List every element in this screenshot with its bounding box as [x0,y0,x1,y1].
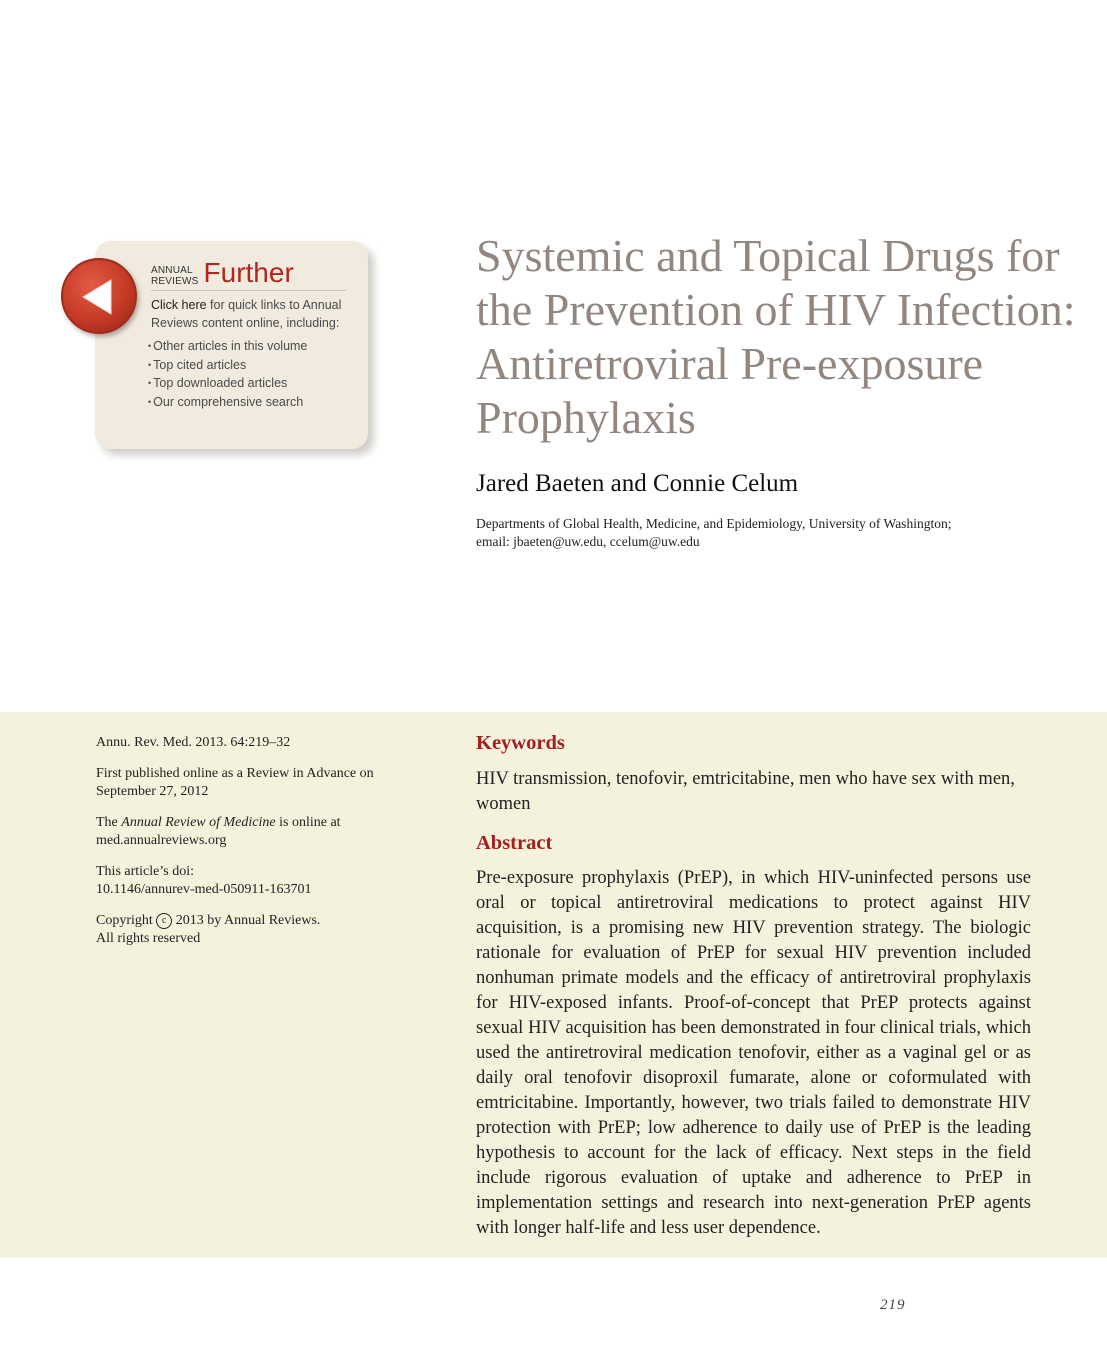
further-link-top-downloaded[interactable]: • Top downloaded articles [148,376,288,390]
further-header [151,259,346,291]
affiliation-line: Departments of Global Health, Medicine, and Epidemiology, University of Washington; [476,516,952,531]
keywords-text: HIV transmission, tenofovir, emtricitabine, men who have sex with men, women [476,769,1015,814]
abstract-heading: Abstract [476,832,553,854]
further-link-search[interactable]: • Our comprehensive search [148,394,304,409]
article-metadata [96,734,426,961]
further-link-other-articles[interactable]: • Other articles in this volume [148,339,308,353]
doi-block [96,863,426,900]
annual-reviews-logo [151,265,199,287]
author-emails: email: jbaeten@uw.edu, ccelum@uw.edu [476,534,700,549]
copyright: Copyright c 2013 by Annual Reviews. All rights reserved [96,912,321,946]
abstract-text: Pre-exposure prophylaxis (PrEP), in which HIV-uninfected persons use oral or topical antiretroviral medications to protect against HIV acquisition, is a promising new HIV prevention strategy. The biologic rationale for evaluation of PrEP for sexual HIV prevention included nonhuman primate models and the efficacy of antiretroviral prophylaxis for HIV-exposed infants. Proof-of-concept that PrEP protects against sexual HIV acquisition has been demonstrated in four clinical trials, which used the antiretroviral medication tenofovir, either as a vaginal gel or as daily oral tenofovir disoproxil fumarate, alone or coformulated with emtricitabine. Importantly, however, two trials failed to demonstrate HIV protection with PrEP; low adherence to daily use of PrEP is the leading hypothesis to account for the lack of efficacy. Next steps in the field include rigorous evaluation of uptake and adherence to PrEP in implementation settings and research into next-generation PrEP agents with longer half-life and less user dependence. [476,868,1031,1238]
further-title: Further [203,257,294,288]
logo-reviews: REVIEWS [151,276,199,287]
logo-annual: ANNUAL [151,265,193,276]
further-content [148,257,346,412]
doi-label: This article’s doi: [96,863,194,879]
further-intro-text: for quick links to Annual Reviews content online, including: [151,298,342,330]
further-intro [151,297,346,332]
journal-online: The Annual Review of Medicine is online at med.annualreviews.org [96,814,341,848]
further-link-list [148,338,346,412]
author-affiliation [476,515,1066,551]
back-arrow-icon[interactable] [61,258,137,334]
article-title: Systemic and Topical Drugs for the Prevention of HIV Infection: Antiretroviral Pre-exposure Prophylaxis [476,230,1076,443]
copyright-icon: c [156,913,172,929]
doi-value[interactable]: 10.1146/annurev-med-050911-163701 [96,882,312,897]
keywords-heading: Keywords [476,732,565,754]
citation: Annu. Rev. Med. 2013. 64:219–32 [96,735,291,750]
click-here-link[interactable]: Click here [151,298,207,312]
journal-name: Annual Review of Medicine [121,814,276,830]
further-link-top-cited[interactable]: • Top cited articles [148,357,247,372]
rights: All rights reserved [96,931,201,946]
first-published: First published online as a Review in Advance on September 27, 2012 [96,765,374,799]
article-authors: Jared Baeten and Connie Celum [476,470,799,497]
page-number: 219 [880,1297,906,1313]
